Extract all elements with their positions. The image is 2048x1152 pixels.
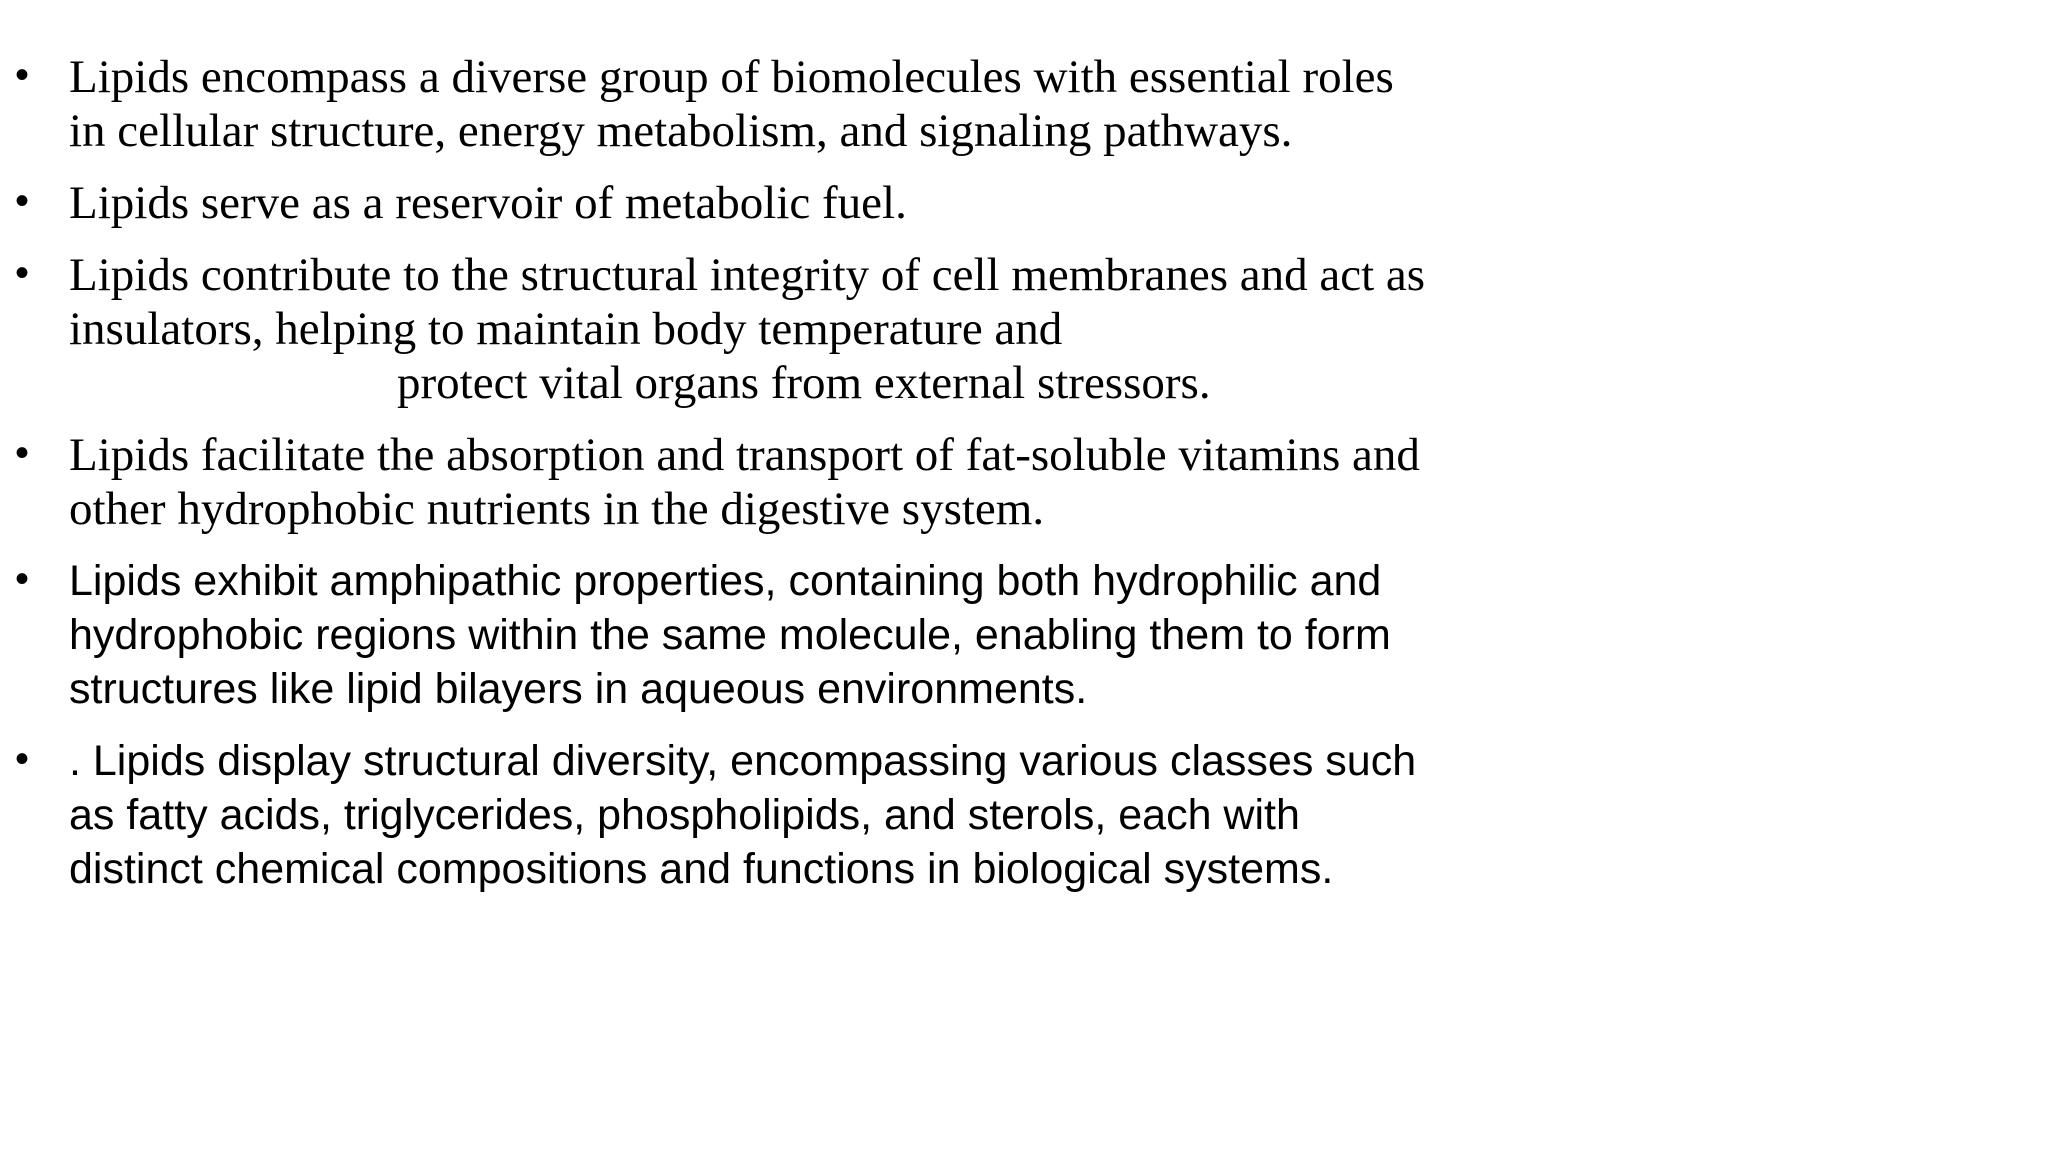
bullet-text-line: Lipids facilitate the absorption and transport of fat-soluble vitamins and bbox=[69, 429, 1420, 481]
bullet-list bbox=[0, 50, 1560, 914]
bullet-item-5 bbox=[0, 554, 1560, 716]
bullet-text-line: other hydrophobic nutrients in the digestive system. bbox=[69, 483, 1045, 535]
bullet-text-line: in cellular structure, energy metabolism, and signaling pathways. bbox=[69, 105, 1293, 157]
bullet-item-4 bbox=[0, 428, 1560, 536]
bullet-text-line: hydrophobic regions within the same molecule, enabling them to form bbox=[69, 611, 1391, 659]
bullet-icon: • bbox=[15, 53, 30, 97]
bullet-icon: • bbox=[15, 251, 30, 295]
bullet-text-line: protect vital organs from external stressors. bbox=[397, 357, 1211, 409]
bullet-text-line: structures like lipid bilayers in aqueous environments. bbox=[69, 665, 1088, 713]
bullet-item-2 bbox=[0, 176, 1560, 230]
bullet-icon: • bbox=[15, 557, 30, 601]
bullet-text-line: Lipids contribute to the structural integrity of cell membranes and act as bbox=[69, 249, 1426, 301]
bullet-icon: • bbox=[15, 179, 30, 223]
bullet-text-line: insulators, helping to maintain body temperature and bbox=[69, 303, 1063, 355]
bullet-text-line: Lipids encompass a diverse group of biomolecules with essential roles bbox=[69, 51, 1394, 103]
bullet-text-line: . Lipids display structural diversity, encompassing various classes such bbox=[69, 737, 1417, 785]
bullet-item-1 bbox=[0, 50, 1560, 158]
bullet-text-line: Lipids serve as a reservoir of metabolic fuel. bbox=[69, 177, 907, 229]
bullet-icon: • bbox=[15, 737, 30, 781]
bullet-icon: • bbox=[15, 431, 30, 475]
bullet-item-6 bbox=[0, 734, 1560, 896]
bullet-text-line: Lipids exhibit amphipathic properties, containing both hydrophilic and bbox=[69, 557, 1382, 605]
bullet-text-line: as fatty acids, triglycerides, phospholipids, and sterols, each with bbox=[69, 791, 1300, 839]
bullet-text-line: distinct chemical compositions and functions in biological systems. bbox=[69, 845, 1334, 893]
bullet-item-3 bbox=[0, 248, 1560, 410]
